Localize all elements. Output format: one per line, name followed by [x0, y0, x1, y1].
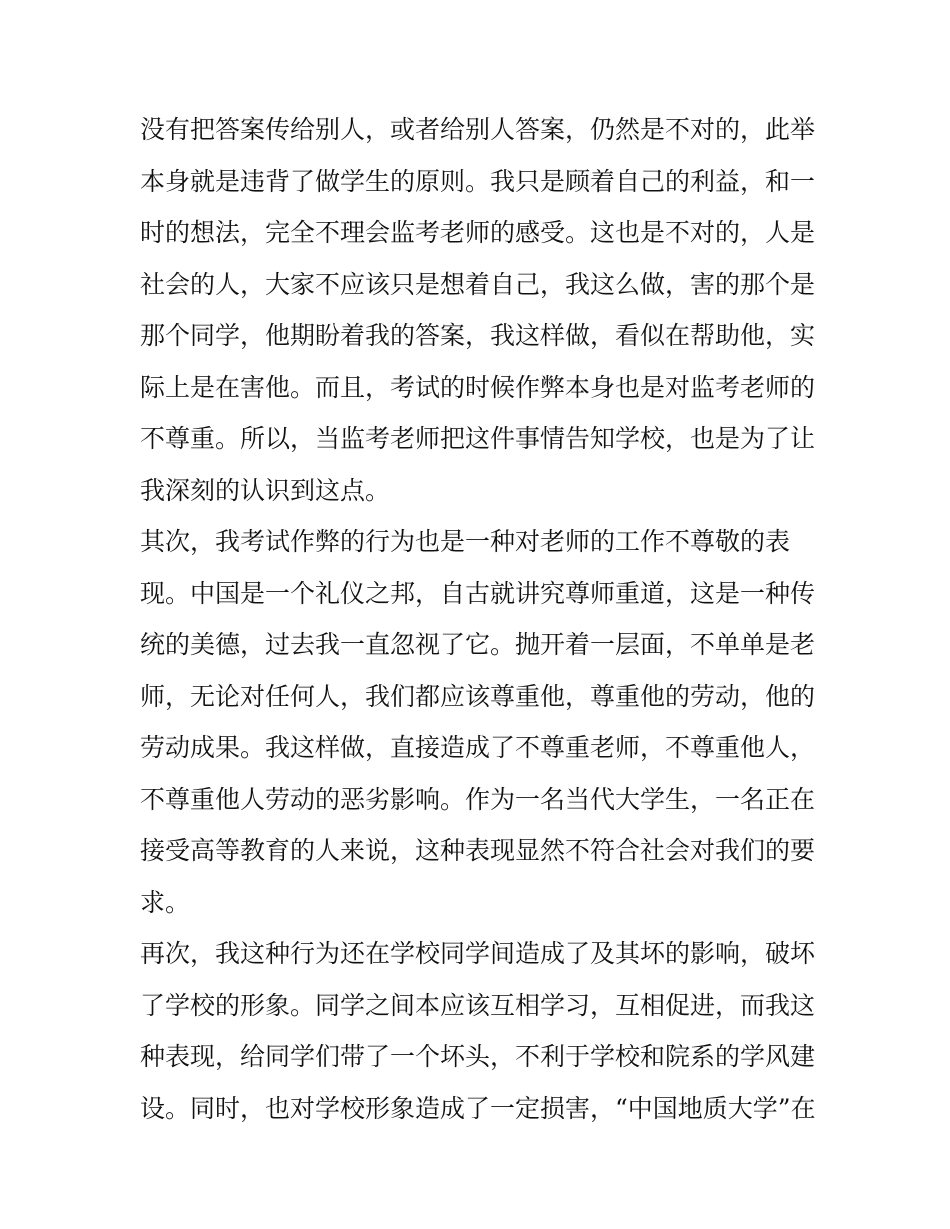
- text-line: 师，无论对任何人，我们都应该尊重他，尊重他的劳动，他的: [140, 681, 816, 711]
- text-line: 设。同时，也对学校形象造成了一定损害，“中国地质大学”在: [140, 1093, 816, 1123]
- text-line: 不尊重他人劳动的恶劣影响。作为一名当代大学生，一名正在: [140, 784, 816, 814]
- text-line: 际上是在害他。而且，考试的时候作弊本身也是对监考老师的: [140, 372, 816, 402]
- text-line: 了学校的形象。同学之间本应该互相学习，互相促进，而我这: [140, 990, 816, 1020]
- text-line: 那个同学，他期盼着我的答案，我这样做，看似在帮助他，实: [140, 321, 816, 350]
- text-line: 统的美德，过去我一直忽视了它。抛开着一层面，不单单是老: [140, 630, 816, 659]
- text-line: 没有把答案传给别人，或者给别人答案，仍然是不对的，此举: [140, 115, 816, 144]
- text-line: 社会的人，大家不应该只是想着自己，我这么做，害的那个是: [140, 269, 816, 299]
- text-line: 现。中国是一个礼仪之邦，自古就讲究尊师重道，这是一种传: [140, 578, 816, 608]
- text-line: 本身就是违背了做学生的原则。我只是顾着自己的利益，和一: [140, 166, 816, 196]
- text-line: 不尊重。所以，当监考老师把这件事情告知学校，也是为了让: [140, 424, 816, 453]
- document-body: [140, 108, 820, 1138]
- text-line: 其次，我考试作弊的行为也是一种对老师的工作不尊敬的表: [140, 527, 791, 556]
- text-line: 种表现，给同学们带了一个坏头，不利于学校和院系的学风建: [140, 1042, 816, 1071]
- text-line: 再次，我这种行为还在学校同学间造成了及其坏的影响，破坏: [140, 939, 816, 968]
- text-line: 我深刻的认识到这点。: [140, 475, 391, 505]
- text-line: 接受高等教育的人来说，这种表现显然不符合社会对我们的要: [140, 836, 816, 865]
- text-line: 劳动成果。我这样做，直接造成了不尊重老师，不尊重他人，: [140, 733, 816, 762]
- text-line: 求。: [140, 887, 191, 917]
- text-line: 时的想法，完全不理会监考老师的感受。这也是不对的，人是: [140, 218, 816, 247]
